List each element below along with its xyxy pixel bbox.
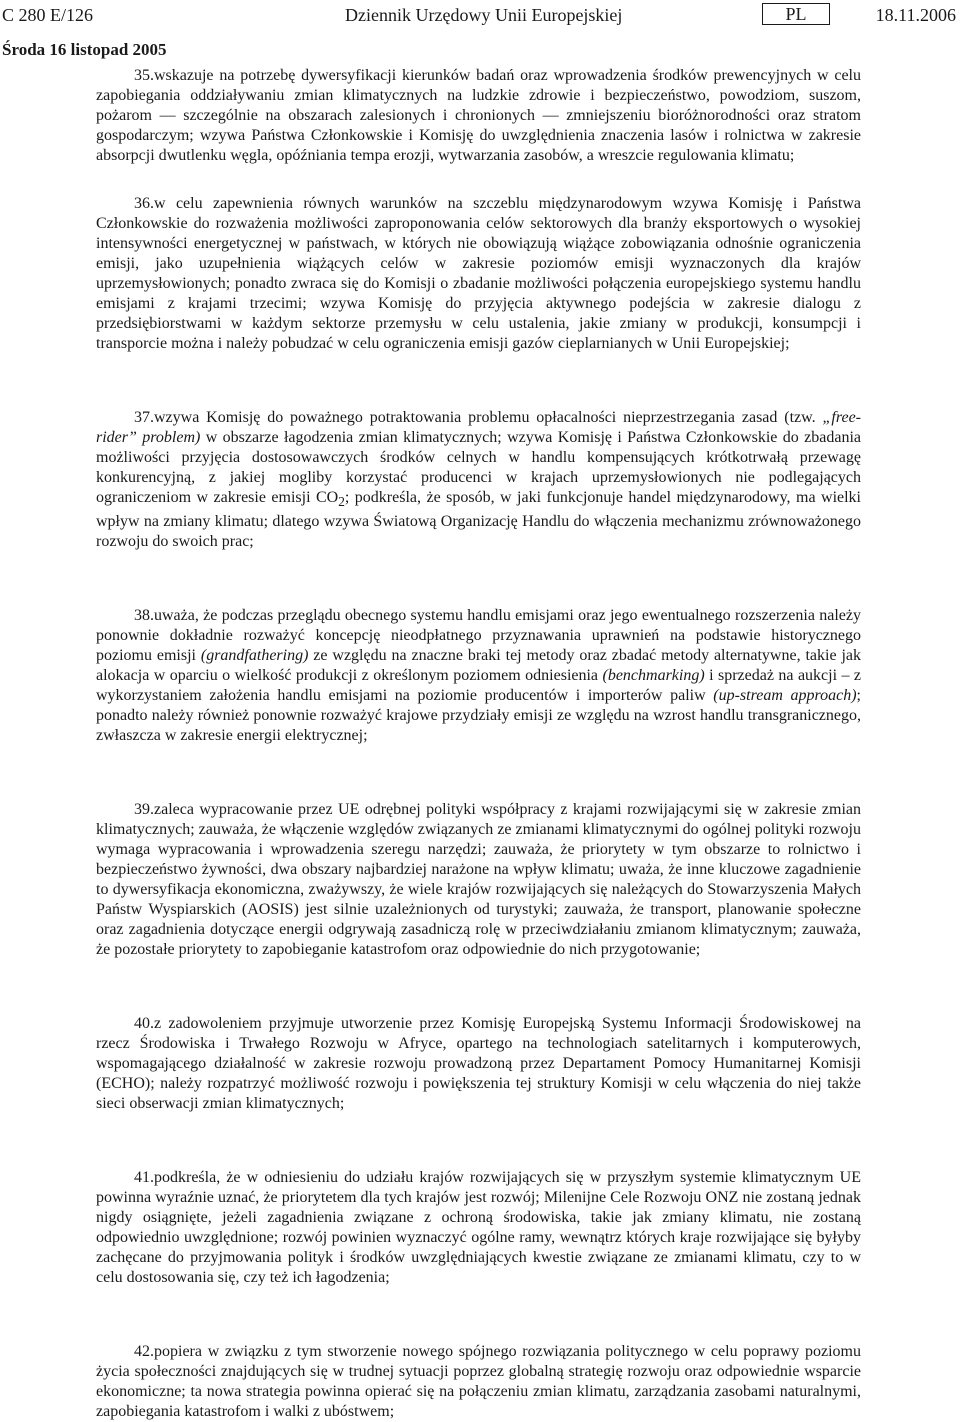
paragraph-37 xyxy=(96,408,861,552)
publication-date: 18.11.2006 xyxy=(875,5,956,25)
paragraph-text: wskazuje na potrzebę dywersyfikacji kierunków badań oraz wprowadzenia środków prewencyjnych w celu zapobiegania oddziaływaniu zmian klimatycznych na ludzkie zdrowie i bezpieczeństwo, powodziom, suszom, pożarom — szczególnie na obszarach zalesionych i chronionych — zmniejszeniu bioróżnorodności oraz stratom gospodarczym; wzywa Państwa Członkowskie i Komisję do uwzględnienia znaczenia lasów i rolnictwa w zakresie absorpcji dwutlenku węgla, opóźniania tempa erozji, wytwarzania zasobów, a wreszcie regulowania klimatu; xyxy=(96,67,861,164)
italic-term: „free-rider” problem) xyxy=(96,409,861,446)
paragraph-text: wzywa Komisję do poważnego potraktowania problemu opłacalności nieprzestrzegania zasad (tzw. xyxy=(154,409,823,426)
paragraph-text: ; ponadto należy również ponownie rozważyć krajowe przydziały emisji ze względu na wzrost handlu transgranicznego, zwłaszcza w zakresie energii elektrycznej; xyxy=(96,687,861,745)
paragraph-number: 41. xyxy=(134,1169,154,1187)
paragraph-text: w celu zapewnienia równych warunków na szczeblu międzynarodowym wzywa Komisję i Państwa Członkowskie do rozważenia możliwości zaproponowania celów sektorowych dla branży eksportowych o wysokiej intensywności energetycznej w państwach, w których nie obowiązują wiążące zobowiązania odnośnie ograniczenia emisji, jako uzupełnienia wiążących celów w zakresie poziomów emisji wyznaczonych dla krajów uprzemysłowionych; ponadto zwraca się do Komisji o zbadanie możliwości połączenia europejskiego systemu handlu emisjami z krajami trzecimi; wzywa Komisję do przyjęcia aktywnego podejścia w zakresie dialogu z przedsiębiorstwami w każdym sektorze przemysłu w celu ustalenia, jakie zmiany w produkcji, konsumpcji i transporcie można i należy pobudzać w celu ograniczenia emisji gazów cieplarnianych w Unii Europejskiej; xyxy=(96,195,861,352)
paragraph-text: ; podkreśla, że sposób, w jaki funkcjonuje handel międzynarodowy, ma wielki wpływ na zmiany klimatu; dlatego wzywa Światową Organizację Handlu do włączenia mechanizmu zrównoważonego rozwoju do swoich prac; xyxy=(96,489,861,551)
paragraph-text: zaleca wypracowanie przez UE odrębnej polityki współpracy z krajami rozwijającymi się w zakresie zmian klimatycznych; zauważa, że włączenie względów związanych ze zmianami klimatycznymi do ogólnej polityki rozwoju wymaga wypracowania i wprowadzenia szeregu narzędzi; zauważa, że priorytety w tym obszarze to rolnictwo i bezpieczeństwo żywności, dwa obszary najbardziej narażone na wpływ klimatu; uważa, że inne kluczowe zagadnienie to dywersyfikacja ekonomiczna, zważywszy, że wiele krajów rozwijających się należących do Stowarzyszenia Małych Państw Wyspiarskich (AOSIS) jest silnie uzależnionych od turystyki; zauważa, że transport, planowanie społeczne oraz zagadnienia dotyczące energii odgrywają zasadniczą rolę w przeciwdziałaniu zmianom klimatycznym; zauważa, że pozostałe priorytety to zapobieganie katastrofom oraz odpowiednie do nich przygotowanie; xyxy=(96,801,861,959)
paragraph-text: z zadowoleniem przyjmuje utworzenie przez Komisję Europejską Systemu Informacji Środowiskowej na rzecz Środowiska i Trwałego Rozwoju w Afryce, opartego na technologiach satelitarnych i komputerowych, wspomagającego działalność w zakresie rozwoju prowadzoną przez Departament Pomocy Humanitarnej Komisji (ECHO); należy rozpatrzyć możliwość rozwoju i powiększenia tej struktury Komisji w celu włączenia do niej także sieci obserwacji zmian klimatycznych; xyxy=(96,1015,861,1113)
italic-term: (up-stream approach) xyxy=(713,687,857,705)
paragraph-text: uważa, że podczas przeglądu obecnego systemu handlu emisjami oraz jego ewentualnego rozszerzenia należy ponownie dokładnie rozważyć koncepcję nieodpłatnego przyznawania uprawnień na podstawie historycznego poziomu emisji xyxy=(96,607,861,665)
paragraph-42 xyxy=(96,1342,861,1422)
paragraph-36 xyxy=(96,194,861,354)
paragraph-text: w obszarze łagodzenia zmian klimatycznych; wzywa Komisję i Państwa Członkowskie do zbadania możliwości przyjęcia dostosowawczych środków celnych w handlu kompensujących krótkotrwałą przewagę konkurencyjną, z jakiej mogliby korzystać producenci w krajach uprzemysłowionych nie podlegających ograniczeniom w zakresie emisji CO xyxy=(96,429,861,506)
paragraph-text: popiera w związku z tym stworzenie nowego spójnego rozwiązania politycznego w celu poprawy poziomu życia społeczności znajdujących się w trudnej sytuacji poprzez globalną strategię rozwoju oraz odpowiednie wsparcie ekonomiczne; ta nowa strategia powinna opierać się na połączeniu zmian klimatu, zarządzania zasobami naturalnymi, zapobiegania katastrofom i walki z ubóstwem; xyxy=(96,1343,861,1421)
paragraph-number: 39. xyxy=(134,801,154,819)
session-date: Środa 16 listopad 2005 xyxy=(2,40,167,59)
paragraph-text: ze względu na znaczne braki tej metody oraz zbadać metody alternatywne, takie jak alokacja w oparciu o wielkość produkcji z określonym poziomem odniesienia xyxy=(96,647,861,685)
paragraph-35 xyxy=(96,66,861,166)
paragraph-number: 37. xyxy=(134,409,154,426)
paragraph-41 xyxy=(96,1168,861,1288)
paragraph-number: 38. xyxy=(134,607,154,625)
page-reference: C 280 E/126 xyxy=(2,5,94,25)
italic-term: (benchmarking) xyxy=(602,667,705,685)
paragraph-number: 42. xyxy=(134,1343,154,1361)
paragraph-39 xyxy=(96,800,861,960)
page-header xyxy=(0,0,960,32)
language-badge: PL xyxy=(762,3,830,25)
paragraph-number: 40. xyxy=(134,1015,154,1033)
paragraph-38 xyxy=(96,606,861,746)
paragraph-40 xyxy=(96,1014,861,1114)
document-body xyxy=(96,66,861,1422)
paragraph-text: podkreśla, że w odniesieniu do udziału krajów rozwijających się w przyszłym systemie klimatycznym UE powinna wyraźnie uznać, że priorytetem dla tych krajów jest rozwój; Milenijne Cele Rozwoju ONZ nie zostaną jednak nigdy osiągnięte, jeżeli zagadnienia związane z ochroną środowiska, takie jak zmiany klimatu, nie zostaną odpowiednio uwzględnione; rozwój powinien wyznaczyć ogólne ramy, wewnątrz których kraje rozwijające się byłyby zachęcane do przyjmowania polityk i środków uwzględniających kwestie związane ze zmianami klimatu, czy to w celu dostosowania się, czy też ich łagodzenia; xyxy=(96,1169,861,1287)
italic-term: (grandfathering) xyxy=(200,647,309,665)
subscript: 2 xyxy=(338,494,345,510)
paragraph-number: 36. xyxy=(134,195,154,212)
paragraph-text: i sprzedaż na aukcji – z wykorzystaniem założenia handlu emisjami na poziomie producentów i importerów paliw xyxy=(96,667,862,705)
journal-title: Dziennik Urzędowy Unii Europejskiej xyxy=(345,5,623,25)
paragraph-number: 35. xyxy=(134,67,154,84)
